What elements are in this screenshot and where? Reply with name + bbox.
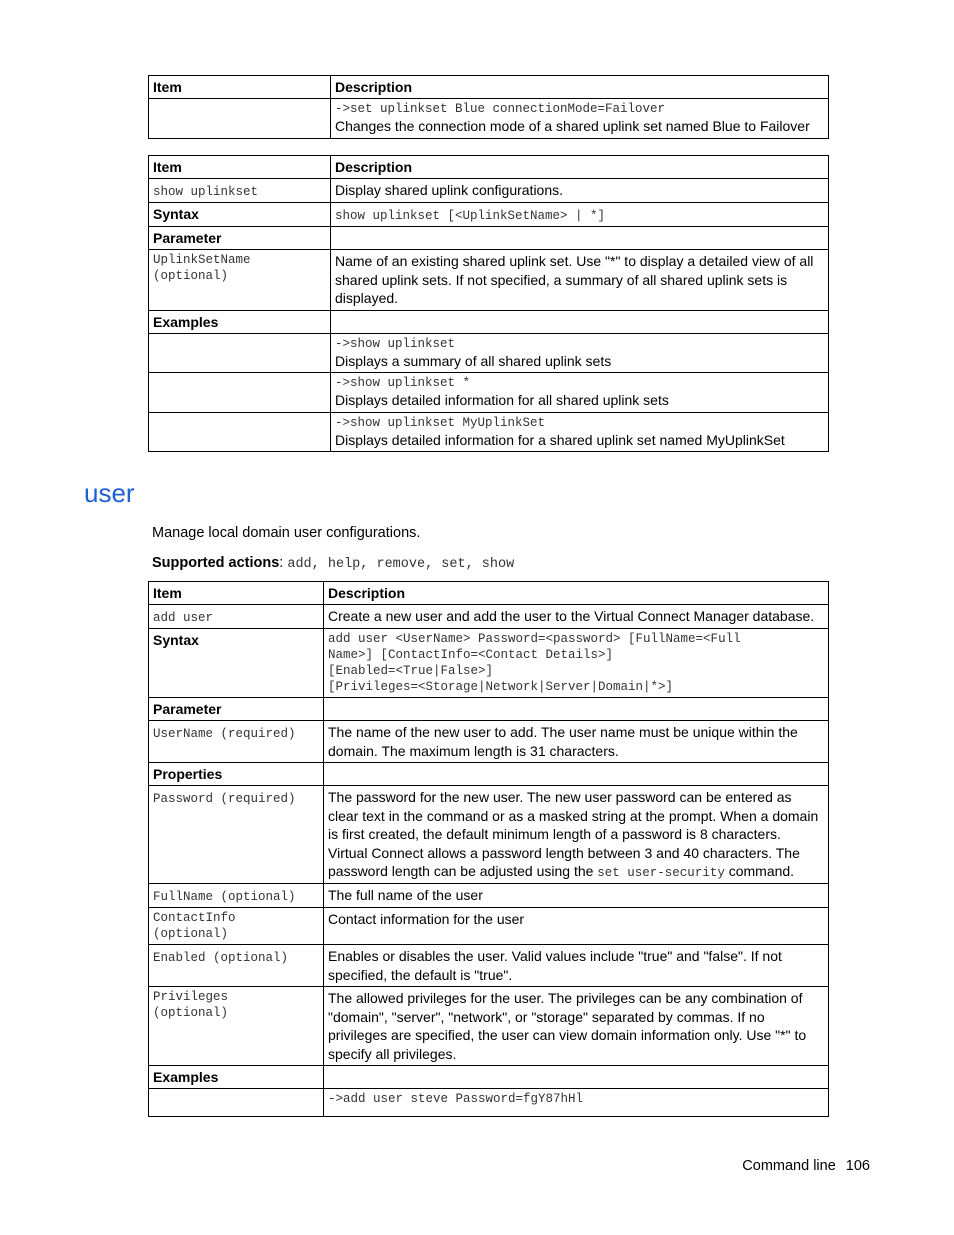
empty-cell: [331, 227, 829, 250]
example-cell: [331, 373, 829, 413]
table-row: [149, 250, 829, 311]
table-row: [149, 629, 829, 698]
example-code: ->add user steve Password=fgY87hHl: [328, 1092, 584, 1106]
property-name-cell: [149, 786, 324, 884]
table-row: [149, 203, 829, 227]
property-description: The full name of the user: [324, 884, 829, 908]
example-code: ->show uplinkset MyUplinkSet: [335, 415, 546, 430]
table-row: [149, 987, 829, 1066]
supported-actions-label: Supported actions: [152, 555, 280, 571]
table-row: [149, 373, 829, 413]
property-name-cell: [149, 908, 324, 945]
command-name: add user: [153, 611, 214, 625]
empty-cell: [324, 698, 829, 721]
syntax-line: [Privileges=<Storage|Network|Server|Domain|*>]: [328, 680, 674, 694]
supported-actions-separator: :: [279, 555, 288, 571]
table-row: [149, 99, 829, 139]
footer-section-name: Command line: [742, 1158, 836, 1174]
command-description: Create a new user and add the user to the Virtual Connect Manager database.: [324, 605, 829, 629]
table-row: [149, 227, 829, 250]
example-code: ->show uplinkset: [335, 336, 456, 351]
header-item: Item: [149, 582, 324, 605]
property-qualifier: (optional): [153, 1006, 229, 1020]
parameter-description: Name of an existing shared uplink set. Use "*" to display a detailed view of all shared uplink sets. If not specified, a summary of all shared uplink sets is displayed.: [331, 250, 829, 311]
empty-cell: [149, 412, 331, 452]
table-row: [149, 310, 829, 333]
item-cell: [149, 99, 331, 139]
table-row: [149, 412, 829, 452]
property-description: Contact information for the user: [324, 908, 829, 945]
syntax-line: [Enabled=<True|False>]: [328, 664, 494, 678]
example-code: ->show uplinkset *: [335, 376, 471, 390]
parameter-name-cell: [149, 721, 324, 763]
password-text: The password for the new user. The new user password can be entered as clear text in the command or as a masked string at the prompt. When a domain is first created, the default minimum length of a password is 8 characters. Virtual Connect allows a password length between 3 and 40 characters. The password length can be adjusted using the: [328, 789, 819, 879]
password-text-end: command.: [724, 863, 795, 879]
empty-cell: [331, 310, 829, 333]
table-row: [149, 884, 829, 908]
command-name: show uplinkset: [153, 185, 259, 199]
properties-label: Properties: [149, 763, 324, 786]
supported-actions-list: add, help, remove, set, show: [287, 557, 515, 572]
parameter-label: Parameter: [149, 227, 331, 250]
table-header-row: [149, 582, 829, 605]
table-row: [149, 945, 829, 987]
section-title: user: [84, 478, 135, 508]
page-footer: [732, 1158, 870, 1174]
parameter-name-cell: [149, 250, 331, 311]
example-text: Displays detailed information for a shared uplink set named MyUplinkSet: [335, 431, 785, 448]
example-text: Displays detailed information for all shared uplink sets: [335, 392, 669, 408]
syntax-cell: [324, 629, 829, 698]
command-cell: [149, 179, 331, 203]
table-row: [149, 763, 829, 786]
syntax-label: Syntax: [149, 203, 331, 227]
password-code: set user-security: [597, 866, 725, 880]
add-user-table: [148, 581, 829, 1117]
header-description: Description: [324, 582, 829, 605]
command-cell: [149, 605, 324, 629]
syntax-line: add user <UserName> Password=<password> [FullName=<Full: [328, 632, 741, 646]
table-row: [149, 1089, 829, 1117]
table-row: [149, 721, 829, 763]
command-description: Display shared uplink configurations.: [331, 179, 829, 203]
property-name-cell: [149, 884, 324, 908]
example-text: Displays a summary of all shared uplink sets: [335, 352, 612, 369]
property-name: Privileges: [153, 990, 229, 1004]
header-item: Item: [149, 156, 331, 179]
property-name: Password (required): [153, 792, 296, 806]
property-description: [324, 786, 829, 884]
supported-actions: [152, 555, 514, 572]
parameter-label: Parameter: [149, 698, 324, 721]
empty-cell: [324, 1066, 829, 1089]
header-item: Item: [149, 76, 331, 99]
example-code: ->set uplinkset Blue connectionMode=Failover: [335, 102, 666, 116]
empty-cell: [149, 1089, 324, 1117]
page-number: 106: [845, 1158, 870, 1174]
parameter-name: UserName (required): [153, 727, 296, 741]
examples-label: Examples: [149, 310, 331, 333]
table-header-row: [149, 76, 829, 99]
property-name: FullName (optional): [153, 890, 296, 904]
table-row: [149, 605, 829, 629]
empty-cell: [149, 333, 331, 373]
show-uplinkset-table: [148, 155, 829, 452]
property-description: The allowed privileges for the user. The privileges can be any combination of "domain", "server", "network", or "storage" separated by commas. If no privileges are specified, the user can view domain information only. Use "*" to specify all privileges.: [324, 987, 829, 1066]
set-uplinkset-continuation-table: [148, 75, 829, 139]
table-row: [149, 786, 829, 884]
table-row: [149, 179, 829, 203]
example-cell: [331, 333, 829, 373]
example-cell: [331, 412, 829, 452]
table-row: [149, 333, 829, 373]
table-header-row: [149, 156, 829, 179]
syntax-line: Name>] [ContactInfo=<Contact Details>]: [328, 648, 614, 662]
section-intro: Manage local domain user configurations.: [152, 525, 421, 541]
syntax-label: Syntax: [149, 629, 324, 698]
empty-cell: [324, 763, 829, 786]
table-row: [149, 1066, 829, 1089]
example-cell: [324, 1089, 829, 1117]
property-name-cell: [149, 987, 324, 1066]
property-name: Enabled (optional): [153, 951, 289, 965]
property-description: Enables or disables the user. Valid values include "true" and "false". If not specified, the default is "true".: [324, 945, 829, 987]
parameter-description: The name of the new user to add. The user name must be unique within the domain. The maximum length is 31 characters.: [324, 721, 829, 763]
empty-cell: [149, 373, 331, 413]
parameter-name: UplinkSetName: [153, 253, 251, 267]
property-name: ContactInfo: [153, 911, 236, 925]
parameter-qualifier: (optional): [153, 269, 229, 283]
header-description: Description: [331, 76, 829, 99]
property-name-cell: [149, 945, 324, 987]
examples-label: Examples: [149, 1066, 324, 1089]
header-description: Description: [331, 156, 829, 179]
description-cell: [331, 99, 829, 139]
example-text: Changes the connection mode of a shared uplink set named Blue to Failover: [335, 118, 810, 134]
table-row: [149, 908, 829, 945]
syntax-code: show uplinkset [<UplinkSetName> | *]: [335, 209, 606, 223]
table-row: [149, 698, 829, 721]
property-qualifier: (optional): [153, 927, 229, 941]
syntax-cell: [331, 203, 829, 227]
